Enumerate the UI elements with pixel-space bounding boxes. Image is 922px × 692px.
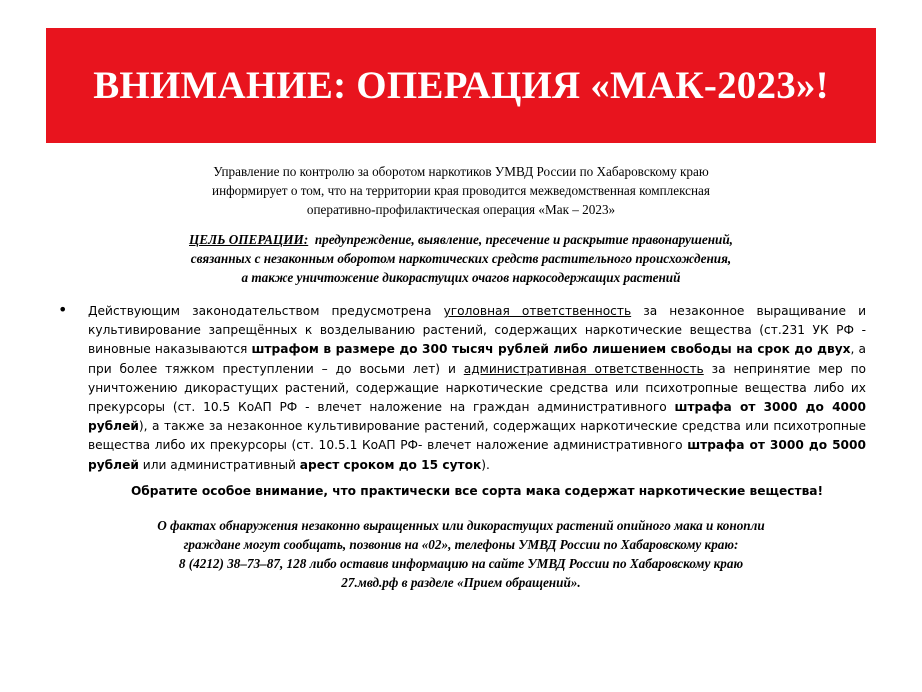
contacts-line: граждане могут сообщать, позвонив на «02», телефоны УМВД России по Хабаровскому краю: — [183, 537, 739, 552]
bullet-icon: • — [58, 300, 68, 319]
law-text: ), а также за незаконное культивирование растений, содержащих наркотические средства или психотропные вещества либо их прекурсоры (ст. 10.5.1 КоАП РФ- влечет наложение административного — [88, 419, 866, 453]
intro-line: информирует о том, что на территории края проводится межведомственная комплексная — [212, 183, 710, 198]
fine-amount: штрафа от 3000 до 4000 рублей — [88, 400, 866, 434]
contacts-text — [60, 516, 862, 592]
law-text: Действующим законодательством предусмотрена — [88, 304, 444, 318]
page-title: ВНИМАНИЕ: ОПЕРАЦИЯ «МАК-2023»! — [93, 64, 829, 107]
goal-label: ЦЕЛЬ ОПЕРАЦИИ: — [189, 232, 309, 247]
goal-text: предупреждение, выявление, пресечение и раскрытие правонарушений, — [314, 232, 733, 247]
contacts-line: 27.мвд.рф в разделе «Прием обращений». — [341, 575, 581, 590]
law-text: за незаконное выращивание и культивирование запрещённых к возделыванию растений, содержащих наркотические вещества (ст.231 УК РФ - виновные наказываются — [88, 304, 866, 357]
intro-text — [100, 162, 822, 219]
goal-line — [80, 230, 842, 249]
goal-line: связанных с незаконным оборотом наркотических средств растительного происхождения, — [190, 251, 732, 266]
title-banner — [46, 28, 876, 143]
operation-goal — [80, 230, 842, 287]
intro-line: Управление по контролю за оборотом наркотиков УМВД России по Хабаровскому краю — [213, 164, 709, 179]
contacts-line: 8 (4212) 38–73–87, 128 либо оставив информацию на сайте УМВД России по Хабаровскому краю — [178, 556, 744, 571]
law-text: ). — [481, 457, 490, 472]
criminal-liability: уголовная ответственность — [443, 304, 632, 318]
notice-text: Обратите особое внимание, что практически все сорта мака содержат наркотические вещества! — [130, 484, 824, 498]
law-text: , а при более тяжком преступлении – до восьми лет) и — [88, 342, 866, 376]
fine-amount: штрафа от 3000 до 5000 рублей — [88, 438, 866, 472]
law-text: или административный — [138, 457, 300, 472]
law-paragraph — [88, 302, 866, 475]
administrative-liability: административная ответственность — [463, 361, 704, 376]
goal-line: а также уничтожение дикорастущих очагов наркосодержащих растений — [241, 270, 681, 285]
intro-line: оперативно-профилактическая операция «Мак – 2023» — [306, 202, 616, 217]
arrest-term: арест сроком до 15 суток — [299, 457, 482, 472]
criminal-penalty: штрафом в размере до 300 тысяч рублей либо лишением свободы на срок до двух — [251, 342, 851, 357]
law-text: за непринятие мер по уничтожению дикорастущих растений, содержащие наркотические средства или психотропные вещества либо их прекурсоры (ст. 10.5 КоАП РФ - влечет наложение на граждан административного — [88, 361, 866, 415]
contacts-line: О фактах обнаружения незаконно выращенных или дикорастущих растений опийного мака и конопли — [157, 518, 765, 533]
